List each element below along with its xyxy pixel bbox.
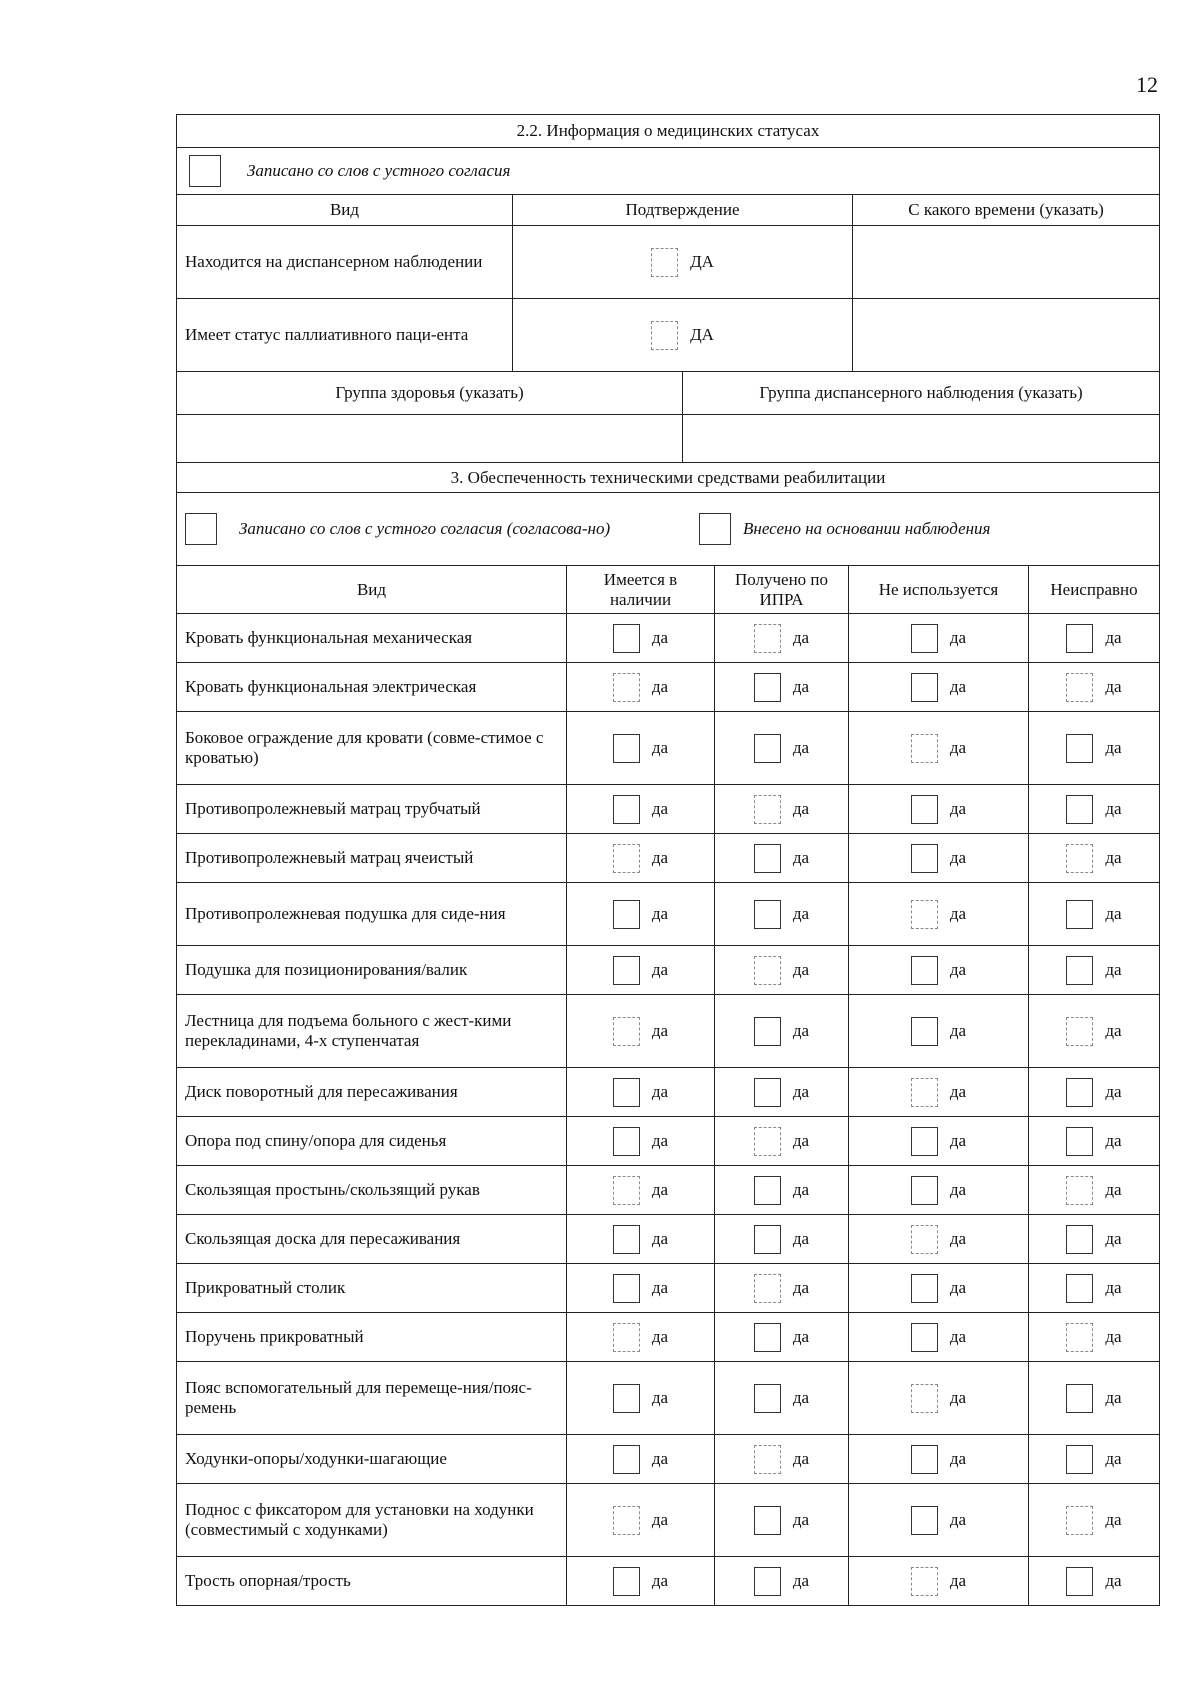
option-label: да bbox=[651, 1510, 669, 1529]
equipment-label: Прикроватный столик bbox=[177, 1264, 567, 1313]
not-used-checkbox[interactable] bbox=[911, 900, 938, 929]
received-ipra-checkbox[interactable] bbox=[754, 900, 781, 929]
option-label: да bbox=[651, 1278, 669, 1297]
faulty-checkbox[interactable] bbox=[1066, 1323, 1093, 1352]
faulty-checkbox[interactable] bbox=[1066, 1017, 1093, 1046]
option-label: да bbox=[1105, 1180, 1122, 1199]
not-used-checkbox[interactable] bbox=[911, 1445, 938, 1474]
equipment-label: Поднос с фиксатором для установки на ходунки (совместимый с ходунками) bbox=[177, 1484, 567, 1557]
faulty-checkbox[interactable] bbox=[1066, 673, 1093, 702]
received-ipra-checkbox[interactable] bbox=[754, 1445, 781, 1474]
option-label: да bbox=[949, 1388, 967, 1407]
option-label: да bbox=[1105, 1021, 1122, 1040]
not-used-checkbox[interactable] bbox=[911, 734, 938, 763]
equipment-label: Опора под спину/опора для сиденья bbox=[177, 1117, 567, 1166]
received-ipra-checkbox[interactable] bbox=[754, 734, 781, 763]
header-faulty: Неисправно bbox=[1029, 566, 1160, 614]
faulty-checkbox[interactable] bbox=[1066, 734, 1093, 763]
health-group-header: Группа здоровья (указать) bbox=[177, 372, 683, 415]
faulty-checkbox[interactable] bbox=[1066, 1445, 1093, 1474]
dispensary-group-field[interactable] bbox=[683, 415, 1160, 463]
equipment-row bbox=[177, 883, 1160, 946]
equipment-label: Пояс вспомогательный для перемеще-ния/пояс-ремень bbox=[177, 1362, 567, 1435]
faulty-checkbox[interactable] bbox=[1066, 1567, 1093, 1596]
option-label: да bbox=[651, 1180, 669, 1199]
oral-consent-label: Записано со слов с устного согласия (согласова-но) bbox=[239, 519, 611, 538]
received-ipra-checkbox[interactable] bbox=[754, 1017, 781, 1046]
option-label: да bbox=[1105, 1449, 1122, 1468]
not-used-checkbox[interactable] bbox=[911, 1274, 938, 1303]
option-label: да bbox=[651, 799, 669, 818]
equipment-row bbox=[177, 1435, 1160, 1484]
observation-checkbox[interactable] bbox=[699, 513, 731, 545]
observation-label: Внесено на основании наблюдения bbox=[743, 519, 991, 538]
received-ipra-checkbox[interactable] bbox=[754, 624, 781, 653]
equipment-label: Поручень прикроватный bbox=[177, 1313, 567, 1362]
header-received-ipra: Получено по ИПРА bbox=[715, 566, 849, 614]
option-label: да bbox=[949, 799, 967, 818]
received-ipra-checkbox[interactable] bbox=[754, 1384, 781, 1413]
equipment-label: Противопролежневый матрац ячеистый bbox=[177, 834, 567, 883]
option-label: да bbox=[792, 1131, 810, 1150]
option-label: да bbox=[792, 848, 810, 867]
not-used-checkbox[interactable] bbox=[911, 1567, 938, 1596]
available-checkbox[interactable] bbox=[613, 673, 640, 702]
section-3-title: 3. Обеспеченность техническими средствами реабилитации bbox=[177, 463, 1160, 493]
equipment-row bbox=[177, 946, 1160, 995]
equipment-label: Боковое ограждение для кровати (совме-стимое с кроватью) bbox=[177, 712, 567, 785]
option-label: да bbox=[1105, 628, 1122, 647]
option-label: да bbox=[1105, 799, 1122, 818]
equipment-row bbox=[177, 1557, 1160, 1606]
faulty-checkbox[interactable] bbox=[1066, 1506, 1093, 1535]
equipment-row bbox=[177, 663, 1160, 712]
option-label: да bbox=[651, 628, 669, 647]
received-ipra-checkbox[interactable] bbox=[754, 1274, 781, 1303]
option-label: да bbox=[949, 1131, 967, 1150]
rehab-means-table bbox=[176, 462, 1160, 1606]
equipment-label: Кровать функциональная механическая bbox=[177, 614, 567, 663]
header-not-used: Не используется bbox=[849, 566, 1029, 614]
option-label: да bbox=[792, 1082, 810, 1101]
equipment-label: Противопролежневый матрац трубчатый bbox=[177, 785, 567, 834]
faulty-checkbox[interactable] bbox=[1066, 1274, 1093, 1303]
equipment-row bbox=[177, 1215, 1160, 1264]
available-checkbox[interactable] bbox=[613, 1567, 640, 1596]
available-checkbox[interactable] bbox=[613, 844, 640, 873]
received-ipra-checkbox[interactable] bbox=[754, 1506, 781, 1535]
option-label: да bbox=[1105, 848, 1122, 867]
option-label: да bbox=[1105, 1229, 1122, 1248]
available-checkbox[interactable] bbox=[613, 795, 640, 824]
not-used-checkbox[interactable] bbox=[911, 1225, 938, 1254]
available-checkbox[interactable] bbox=[613, 734, 640, 763]
option-label: да bbox=[949, 1278, 967, 1297]
faulty-checkbox[interactable] bbox=[1066, 624, 1093, 653]
equipment-label: Подушка для позиционирования/валик bbox=[177, 946, 567, 995]
option-label: да bbox=[651, 738, 669, 757]
option-label: да bbox=[949, 1180, 967, 1199]
option-label: ДА bbox=[690, 325, 714, 344]
option-label: да bbox=[792, 1449, 810, 1468]
not-used-checkbox[interactable] bbox=[911, 1384, 938, 1413]
option-label: да bbox=[949, 1229, 967, 1248]
faulty-checkbox[interactable] bbox=[1066, 1127, 1093, 1156]
option-label: да bbox=[949, 1449, 967, 1468]
faulty-checkbox[interactable] bbox=[1066, 900, 1093, 929]
section-22-title: 2.2. Информация о медицинских статусах bbox=[177, 115, 1160, 148]
option-label: да bbox=[949, 1021, 967, 1040]
equipment-label: Кровать функциональная электрическая bbox=[177, 663, 567, 712]
received-ipra-checkbox[interactable] bbox=[754, 1323, 781, 1352]
palliative-yes-checkbox[interactable] bbox=[651, 321, 678, 350]
option-label: да bbox=[651, 848, 669, 867]
option-label: да bbox=[1105, 1082, 1122, 1101]
equipment-row bbox=[177, 614, 1160, 663]
option-label: да bbox=[949, 677, 967, 696]
option-label: да bbox=[651, 1131, 669, 1150]
equipment-row bbox=[177, 1362, 1160, 1435]
option-label: да bbox=[792, 799, 810, 818]
oral-consent-checkbox[interactable] bbox=[189, 155, 221, 187]
equipment-row bbox=[177, 1117, 1160, 1166]
option-label: да bbox=[1105, 960, 1122, 979]
option-label: да bbox=[792, 1327, 810, 1346]
not-used-checkbox[interactable] bbox=[911, 795, 938, 824]
option-label: да bbox=[792, 738, 810, 757]
received-ipra-checkbox[interactable] bbox=[754, 1176, 781, 1205]
option-label: да bbox=[651, 960, 669, 979]
option-label: да bbox=[949, 1571, 967, 1590]
option-label: да bbox=[792, 1571, 810, 1590]
dispensary-yes-checkbox[interactable] bbox=[651, 248, 678, 277]
option-label: да bbox=[792, 1278, 810, 1297]
option-label: да bbox=[1105, 1131, 1122, 1150]
header-available: Имеется в наличии bbox=[567, 566, 715, 614]
available-checkbox[interactable] bbox=[613, 1274, 640, 1303]
available-checkbox[interactable] bbox=[613, 1384, 640, 1413]
faulty-checkbox[interactable] bbox=[1066, 1078, 1093, 1107]
equipment-label: Лестница для подъема больного с жест-кими перекладинами, 4-х ступенчатая bbox=[177, 995, 567, 1068]
available-checkbox[interactable] bbox=[613, 1506, 640, 1535]
status-label: Находится на диспансерном наблюдении bbox=[177, 226, 513, 299]
option-label: да bbox=[1105, 677, 1122, 696]
status-label: Имеет статус паллиативного паци-ента bbox=[177, 299, 513, 372]
equipment-row bbox=[177, 1313, 1160, 1362]
header-confirmation: Подтверждение bbox=[513, 195, 853, 226]
equipment-row bbox=[177, 712, 1160, 785]
available-checkbox[interactable] bbox=[613, 1445, 640, 1474]
items-body bbox=[177, 614, 1160, 1606]
page-number: 12 bbox=[1136, 72, 1158, 97]
option-label: да bbox=[792, 628, 810, 647]
health-group-table bbox=[176, 371, 1160, 463]
equipment-label: Трость опорная/трость bbox=[177, 1557, 567, 1606]
option-label: да bbox=[1105, 1388, 1122, 1407]
equipment-row bbox=[177, 995, 1160, 1068]
option-label: да bbox=[651, 1229, 669, 1248]
faulty-checkbox[interactable] bbox=[1066, 956, 1093, 985]
faulty-checkbox[interactable] bbox=[1066, 1176, 1093, 1205]
oral-consent-label: Записано со слов с устного согласия bbox=[247, 161, 511, 180]
equipment-row bbox=[177, 1068, 1160, 1117]
option-label: да bbox=[651, 1388, 669, 1407]
faulty-checkbox[interactable] bbox=[1066, 1384, 1093, 1413]
not-used-checkbox[interactable] bbox=[911, 1323, 938, 1352]
equipment-row bbox=[177, 1264, 1160, 1313]
faulty-checkbox[interactable] bbox=[1066, 1225, 1093, 1254]
received-ipra-checkbox[interactable] bbox=[754, 1078, 781, 1107]
received-ipra-checkbox[interactable] bbox=[754, 795, 781, 824]
option-label: да bbox=[949, 904, 967, 923]
option-label: да bbox=[1105, 1571, 1122, 1590]
option-label: да bbox=[792, 1021, 810, 1040]
option-label: ДА bbox=[690, 252, 714, 271]
available-checkbox[interactable] bbox=[613, 1225, 640, 1254]
equipment-row bbox=[177, 1166, 1160, 1215]
received-ipra-checkbox[interactable] bbox=[754, 956, 781, 985]
available-checkbox[interactable] bbox=[613, 1078, 640, 1107]
option-label: да bbox=[949, 848, 967, 867]
header-type: Вид bbox=[177, 195, 513, 226]
not-used-checkbox[interactable] bbox=[911, 673, 938, 702]
option-label: да bbox=[651, 1327, 669, 1346]
equipment-label: Ходунки-опоры/ходунки-шагающие bbox=[177, 1435, 567, 1484]
option-label: да bbox=[792, 677, 810, 696]
equipment-label: Скользящая простынь/скользящий рукав bbox=[177, 1166, 567, 1215]
available-checkbox[interactable] bbox=[613, 1323, 640, 1352]
faulty-checkbox[interactable] bbox=[1066, 844, 1093, 873]
option-label: да bbox=[1105, 738, 1122, 757]
option-label: да bbox=[792, 960, 810, 979]
not-used-checkbox[interactable] bbox=[911, 624, 938, 653]
option-label: да bbox=[949, 628, 967, 647]
not-used-checkbox[interactable] bbox=[911, 844, 938, 873]
equipment-row bbox=[177, 1484, 1160, 1557]
not-used-checkbox[interactable] bbox=[911, 1078, 938, 1107]
not-used-checkbox[interactable] bbox=[911, 1176, 938, 1205]
received-ipra-checkbox[interactable] bbox=[754, 1127, 781, 1156]
available-checkbox[interactable] bbox=[613, 956, 640, 985]
since-when-field[interactable] bbox=[853, 299, 1160, 372]
dispensary-group-header: Группа диспансерного наблюдения (указать) bbox=[683, 372, 1160, 415]
not-used-checkbox[interactable] bbox=[911, 1127, 938, 1156]
option-label: да bbox=[949, 1082, 967, 1101]
option-label: да bbox=[792, 1388, 810, 1407]
medical-status-table bbox=[176, 114, 1160, 372]
option-label: да bbox=[949, 1510, 967, 1529]
available-checkbox[interactable] bbox=[613, 900, 640, 929]
option-label: да bbox=[651, 1449, 669, 1468]
option-label: да bbox=[792, 904, 810, 923]
received-ipra-checkbox[interactable] bbox=[754, 844, 781, 873]
available-checkbox[interactable] bbox=[613, 1176, 640, 1205]
option-label: да bbox=[651, 1571, 669, 1590]
option-label: да bbox=[949, 960, 967, 979]
received-ipra-checkbox[interactable] bbox=[754, 1225, 781, 1254]
received-ipra-checkbox[interactable] bbox=[754, 1567, 781, 1596]
option-label: да bbox=[1105, 1510, 1122, 1529]
equipment-label: Диск поворотный для пересаживания bbox=[177, 1068, 567, 1117]
equipment-label: Противопролежневая подушка для сиде-ния bbox=[177, 883, 567, 946]
option-label: да bbox=[792, 1180, 810, 1199]
not-used-checkbox[interactable] bbox=[911, 1017, 938, 1046]
option-label: да bbox=[651, 1021, 669, 1040]
available-checkbox[interactable] bbox=[613, 1127, 640, 1156]
option-label: да bbox=[1105, 1327, 1122, 1346]
option-label: да bbox=[792, 1510, 810, 1529]
option-label: да bbox=[651, 904, 669, 923]
health-group-field[interactable] bbox=[177, 415, 683, 463]
option-label: да bbox=[1105, 904, 1122, 923]
equipment-row bbox=[177, 834, 1160, 883]
option-label: да bbox=[792, 1229, 810, 1248]
option-label: да bbox=[651, 677, 669, 696]
since-when-field[interactable] bbox=[853, 226, 1160, 299]
equipment-label: Скользящая доска для пересаживания bbox=[177, 1215, 567, 1264]
option-label: да bbox=[651, 1082, 669, 1101]
equipment-row bbox=[177, 785, 1160, 834]
not-used-checkbox[interactable] bbox=[911, 1506, 938, 1535]
available-checkbox[interactable] bbox=[613, 624, 640, 653]
option-label: да bbox=[949, 738, 967, 757]
option-label: да bbox=[949, 1327, 967, 1346]
not-used-checkbox[interactable] bbox=[911, 956, 938, 985]
faulty-checkbox[interactable] bbox=[1066, 795, 1093, 824]
header-since-when: С какого времени (указать) bbox=[853, 195, 1160, 226]
received-ipra-checkbox[interactable] bbox=[754, 673, 781, 702]
available-checkbox[interactable] bbox=[613, 1017, 640, 1046]
option-label: да bbox=[1105, 1278, 1122, 1297]
oral-consent-checkbox[interactable] bbox=[185, 513, 217, 545]
header-type: Вид bbox=[177, 566, 567, 614]
